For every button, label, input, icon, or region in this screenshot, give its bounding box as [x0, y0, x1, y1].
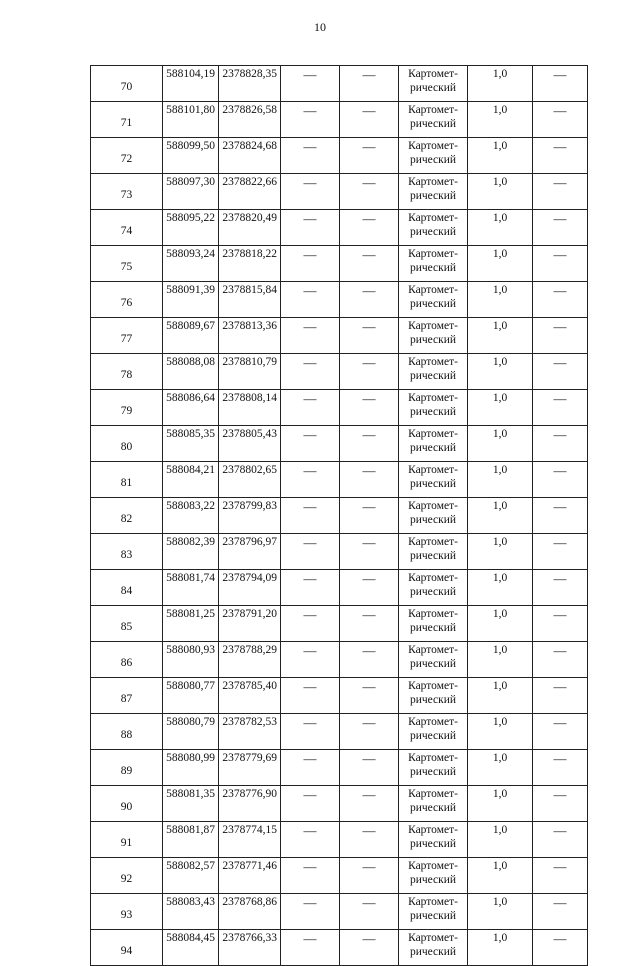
method-cell: [399, 66, 468, 102]
empty-value-cell: —: [281, 210, 340, 246]
table-row: [91, 246, 588, 282]
empty-value-cell: —: [281, 462, 340, 498]
y-coordinate-cell: 2378779,69: [219, 750, 281, 786]
method-line-1: Картомет-: [408, 752, 458, 764]
x-coordinate-cell: 588081,25: [163, 606, 219, 642]
method-line-1: Картомет-: [408, 428, 458, 440]
accuracy-cell: 1,0: [468, 606, 533, 642]
method-cell: [399, 858, 468, 894]
accuracy-cell: 1,0: [468, 66, 533, 102]
method-line-2: рический: [409, 550, 457, 562]
table-row: [91, 462, 588, 498]
empty-value-cell: —: [340, 786, 399, 822]
method-line-1: Картомет-: [408, 248, 458, 260]
empty-value-cell: —: [533, 534, 588, 570]
method-line-1: Картомет-: [408, 500, 458, 512]
empty-value-cell: —: [533, 750, 588, 786]
empty-value-cell: —: [533, 894, 588, 930]
empty-value-cell: —: [533, 210, 588, 246]
table-row: [91, 678, 588, 714]
method-line-2: рический: [409, 226, 457, 238]
method-line-1: Картомет-: [408, 392, 458, 404]
empty-value-cell: —: [533, 66, 588, 102]
accuracy-cell: 1,0: [468, 498, 533, 534]
empty-value-cell: —: [340, 678, 399, 714]
empty-value-cell: —: [533, 354, 588, 390]
empty-value-cell: —: [340, 462, 399, 498]
method-line-1: Картомет-: [408, 176, 458, 188]
table-row: [91, 606, 588, 642]
accuracy-cell: 1,0: [468, 426, 533, 462]
method-cell: [399, 642, 468, 678]
table-row: [91, 858, 588, 894]
method-cell: [399, 210, 468, 246]
accuracy-cell: 1,0: [468, 210, 533, 246]
empty-value-cell: —: [340, 318, 399, 354]
y-coordinate-cell: 2378788,29: [219, 642, 281, 678]
x-coordinate-cell: 588104,19: [163, 66, 219, 102]
x-coordinate-cell: 588083,22: [163, 498, 219, 534]
point-number-cell: 88: [91, 714, 163, 750]
empty-value-cell: —: [281, 498, 340, 534]
method-line-1: Картомет-: [408, 680, 458, 692]
table-row: [91, 822, 588, 858]
empty-value-cell: —: [340, 498, 399, 534]
y-coordinate-cell: 2378826,58: [219, 102, 281, 138]
method-line-1: Картомет-: [408, 284, 458, 296]
method-cell: [399, 462, 468, 498]
point-number-cell: 72: [91, 138, 163, 174]
empty-value-cell: —: [533, 642, 588, 678]
empty-value-cell: —: [340, 858, 399, 894]
accuracy-cell: 1,0: [468, 570, 533, 606]
empty-value-cell: —: [340, 102, 399, 138]
method-line-1: Картомет-: [408, 932, 458, 944]
x-coordinate-cell: 588101,80: [163, 102, 219, 138]
y-coordinate-cell: 2378805,43: [219, 426, 281, 462]
y-coordinate-cell: 2378824,68: [219, 138, 281, 174]
point-number-cell: 87: [91, 678, 163, 714]
empty-value-cell: —: [281, 390, 340, 426]
y-coordinate-cell: 2378820,49: [219, 210, 281, 246]
empty-value-cell: —: [340, 894, 399, 930]
table-row: [91, 642, 588, 678]
accuracy-cell: 1,0: [468, 894, 533, 930]
empty-value-cell: —: [281, 570, 340, 606]
empty-value-cell: —: [340, 354, 399, 390]
table-row: [91, 426, 588, 462]
x-coordinate-cell: 588080,93: [163, 642, 219, 678]
table-row: [91, 714, 588, 750]
empty-value-cell: —: [533, 174, 588, 210]
point-number-cell: 90: [91, 786, 163, 822]
point-number-cell: 84: [91, 570, 163, 606]
empty-value-cell: —: [340, 930, 399, 966]
method-line-1: Картомет-: [408, 320, 458, 332]
table-row: [91, 138, 588, 174]
x-coordinate-cell: 588089,67: [163, 318, 219, 354]
method-line-2: рический: [409, 154, 457, 166]
point-number-cell: 74: [91, 210, 163, 246]
empty-value-cell: —: [533, 426, 588, 462]
method-line-1: Картомет-: [408, 896, 458, 908]
y-coordinate-cell: 2378771,46: [219, 858, 281, 894]
table-row: [91, 750, 588, 786]
empty-value-cell: —: [281, 822, 340, 858]
y-coordinate-cell: 2378794,09: [219, 570, 281, 606]
method-line-1: Картомет-: [408, 608, 458, 620]
table-row: [91, 354, 588, 390]
x-coordinate-cell: 588082,39: [163, 534, 219, 570]
point-number-cell: 70: [91, 66, 163, 102]
x-coordinate-cell: 588080,77: [163, 678, 219, 714]
method-line-1: Картомет-: [408, 356, 458, 368]
empty-value-cell: —: [281, 786, 340, 822]
x-coordinate-cell: 588081,35: [163, 786, 219, 822]
point-number-cell: 93: [91, 894, 163, 930]
empty-value-cell: —: [340, 822, 399, 858]
method-line-2: рический: [409, 442, 457, 454]
empty-value-cell: —: [533, 462, 588, 498]
empty-value-cell: —: [340, 426, 399, 462]
empty-value-cell: —: [281, 246, 340, 282]
method-line-2: рический: [409, 118, 457, 130]
point-number-cell: 71: [91, 102, 163, 138]
empty-value-cell: —: [340, 210, 399, 246]
x-coordinate-cell: 588080,79: [163, 714, 219, 750]
x-coordinate-cell: 588084,45: [163, 930, 219, 966]
x-coordinate-cell: 588088,08: [163, 354, 219, 390]
empty-value-cell: —: [533, 318, 588, 354]
point-number-cell: 76: [91, 282, 163, 318]
table-row: [91, 210, 588, 246]
empty-value-cell: —: [281, 930, 340, 966]
empty-value-cell: —: [533, 246, 588, 282]
y-coordinate-cell: 2378808,14: [219, 390, 281, 426]
method-line-2: рический: [409, 694, 457, 706]
method-cell: [399, 786, 468, 822]
y-coordinate-cell: 2378810,79: [219, 354, 281, 390]
method-line-2: рический: [409, 658, 457, 670]
method-line-2: рический: [409, 406, 457, 418]
accuracy-cell: 1,0: [468, 462, 533, 498]
accuracy-cell: 1,0: [468, 678, 533, 714]
method-cell: [399, 138, 468, 174]
method-line-1: Картомет-: [408, 140, 458, 152]
table-row: [91, 66, 588, 102]
method-cell: [399, 102, 468, 138]
point-number-cell: 77: [91, 318, 163, 354]
empty-value-cell: —: [281, 750, 340, 786]
y-coordinate-cell: 2378796,97: [219, 534, 281, 570]
y-coordinate-cell: 2378768,86: [219, 894, 281, 930]
method-line-1: Картомет-: [408, 788, 458, 800]
empty-value-cell: —: [281, 894, 340, 930]
table-row: [91, 534, 588, 570]
accuracy-cell: 1,0: [468, 534, 533, 570]
method-line-2: рический: [409, 334, 457, 346]
empty-value-cell: —: [340, 750, 399, 786]
empty-value-cell: —: [533, 678, 588, 714]
accuracy-cell: 1,0: [468, 282, 533, 318]
point-number-cell: 86: [91, 642, 163, 678]
method-line-2: рический: [409, 82, 457, 94]
method-line-2: рический: [409, 946, 457, 958]
empty-value-cell: —: [340, 174, 399, 210]
method-line-2: рический: [409, 622, 457, 634]
table-row: [91, 498, 588, 534]
empty-value-cell: —: [340, 642, 399, 678]
empty-value-cell: —: [533, 138, 588, 174]
method-cell: [399, 426, 468, 462]
point-number-cell: 83: [91, 534, 163, 570]
x-coordinate-cell: 588091,39: [163, 282, 219, 318]
method-cell: [399, 606, 468, 642]
point-number-cell: 78: [91, 354, 163, 390]
method-cell: [399, 174, 468, 210]
method-line-1: Картомет-: [408, 716, 458, 728]
y-coordinate-cell: 2378774,15: [219, 822, 281, 858]
method-line-2: рический: [409, 514, 457, 526]
method-line-1: Картомет-: [408, 68, 458, 80]
method-cell: [399, 930, 468, 966]
x-coordinate-cell: 588084,21: [163, 462, 219, 498]
empty-value-cell: —: [281, 606, 340, 642]
empty-value-cell: —: [281, 858, 340, 894]
table-row: [91, 786, 588, 822]
method-cell: [399, 570, 468, 606]
method-cell: [399, 498, 468, 534]
table-row: [91, 282, 588, 318]
method-cell: [399, 894, 468, 930]
empty-value-cell: —: [340, 714, 399, 750]
accuracy-cell: 1,0: [468, 822, 533, 858]
x-coordinate-cell: 588083,43: [163, 894, 219, 930]
x-coordinate-cell: 588086,64: [163, 390, 219, 426]
table-row: [91, 570, 588, 606]
empty-value-cell: —: [281, 642, 340, 678]
method-cell: [399, 534, 468, 570]
empty-value-cell: —: [340, 282, 399, 318]
point-number-cell: 89: [91, 750, 163, 786]
empty-value-cell: —: [533, 930, 588, 966]
method-line-1: Картомет-: [408, 212, 458, 224]
y-coordinate-cell: 2378766,33: [219, 930, 281, 966]
table-row: [91, 390, 588, 426]
empty-value-cell: —: [533, 282, 588, 318]
empty-value-cell: —: [281, 678, 340, 714]
method-line-1: Картомет-: [408, 644, 458, 656]
method-line-2: рический: [409, 298, 457, 310]
method-cell: [399, 678, 468, 714]
method-line-2: рический: [409, 766, 457, 778]
empty-value-cell: —: [340, 570, 399, 606]
table-row: [91, 318, 588, 354]
method-cell: [399, 714, 468, 750]
accuracy-cell: 1,0: [468, 714, 533, 750]
empty-value-cell: —: [533, 570, 588, 606]
y-coordinate-cell: 2378822,66: [219, 174, 281, 210]
method-cell: [399, 246, 468, 282]
empty-value-cell: —: [533, 498, 588, 534]
accuracy-cell: 1,0: [468, 642, 533, 678]
point-number-cell: 81: [91, 462, 163, 498]
x-coordinate-cell: 588081,74: [163, 570, 219, 606]
empty-value-cell: —: [281, 534, 340, 570]
empty-value-cell: —: [340, 534, 399, 570]
point-number-cell: 75: [91, 246, 163, 282]
table-body: [91, 66, 588, 966]
method-line-1: Картомет-: [408, 572, 458, 584]
x-coordinate-cell: 588095,22: [163, 210, 219, 246]
method-line-2: рический: [409, 262, 457, 274]
accuracy-cell: 1,0: [468, 750, 533, 786]
method-line-2: рический: [409, 802, 457, 814]
method-line-2: рический: [409, 838, 457, 850]
x-coordinate-cell: 588082,57: [163, 858, 219, 894]
empty-value-cell: —: [281, 714, 340, 750]
method-line-2: рический: [409, 730, 457, 742]
page-number: 10: [314, 20, 326, 34]
accuracy-cell: 1,0: [468, 138, 533, 174]
empty-value-cell: —: [281, 66, 340, 102]
method-cell: [399, 318, 468, 354]
method-line-2: рический: [409, 910, 457, 922]
method-line-2: рический: [409, 190, 457, 202]
empty-value-cell: —: [340, 138, 399, 174]
method-line-2: рический: [409, 586, 457, 598]
y-coordinate-cell: 2378818,22: [219, 246, 281, 282]
x-coordinate-cell: 588093,24: [163, 246, 219, 282]
empty-value-cell: —: [281, 138, 340, 174]
point-number-cell: 85: [91, 606, 163, 642]
x-coordinate-cell: 588085,35: [163, 426, 219, 462]
method-line-1: Картомет-: [408, 104, 458, 116]
empty-value-cell: —: [533, 714, 588, 750]
method-line-1: Картомет-: [408, 824, 458, 836]
table-row: [91, 894, 588, 930]
accuracy-cell: 1,0: [468, 786, 533, 822]
y-coordinate-cell: 2378813,36: [219, 318, 281, 354]
table-row: [91, 930, 588, 966]
accuracy-cell: 1,0: [468, 858, 533, 894]
point-number-cell: 73: [91, 174, 163, 210]
y-coordinate-cell: 2378785,40: [219, 678, 281, 714]
empty-value-cell: —: [533, 822, 588, 858]
x-coordinate-cell: 588081,87: [163, 822, 219, 858]
point-number-cell: 79: [91, 390, 163, 426]
y-coordinate-cell: 2378802,65: [219, 462, 281, 498]
x-coordinate-cell: 588080,99: [163, 750, 219, 786]
empty-value-cell: —: [281, 102, 340, 138]
y-coordinate-cell: 2378782,53: [219, 714, 281, 750]
method-cell: [399, 822, 468, 858]
method-line-1: Картомет-: [408, 464, 458, 476]
empty-value-cell: —: [281, 282, 340, 318]
y-coordinate-cell: 2378791,20: [219, 606, 281, 642]
method-cell: [399, 750, 468, 786]
y-coordinate-cell: 2378776,90: [219, 786, 281, 822]
empty-value-cell: —: [281, 318, 340, 354]
empty-value-cell: —: [281, 174, 340, 210]
method-cell: [399, 282, 468, 318]
y-coordinate-cell: 2378815,84: [219, 282, 281, 318]
empty-value-cell: —: [533, 390, 588, 426]
method-line-2: рический: [409, 478, 457, 490]
method-line-1: Картомет-: [408, 536, 458, 548]
y-coordinate-cell: 2378828,35: [219, 66, 281, 102]
empty-value-cell: —: [340, 246, 399, 282]
accuracy-cell: 1,0: [468, 930, 533, 966]
point-number-cell: 80: [91, 426, 163, 462]
empty-value-cell: —: [533, 786, 588, 822]
empty-value-cell: —: [340, 390, 399, 426]
empty-value-cell: —: [533, 606, 588, 642]
accuracy-cell: 1,0: [468, 102, 533, 138]
x-coordinate-cell: 588097,30: [163, 174, 219, 210]
empty-value-cell: —: [533, 102, 588, 138]
empty-value-cell: —: [340, 66, 399, 102]
point-number-cell: 92: [91, 858, 163, 894]
accuracy-cell: 1,0: [468, 246, 533, 282]
method-cell: [399, 390, 468, 426]
point-number-cell: 94: [91, 930, 163, 966]
x-coordinate-cell: 588099,50: [163, 138, 219, 174]
empty-value-cell: —: [340, 606, 399, 642]
point-number-cell: 91: [91, 822, 163, 858]
y-coordinate-cell: 2378799,83: [219, 498, 281, 534]
coordinates-table: [90, 65, 588, 966]
accuracy-cell: 1,0: [468, 174, 533, 210]
empty-value-cell: —: [281, 354, 340, 390]
accuracy-cell: 1,0: [468, 390, 533, 426]
table-row: [91, 102, 588, 138]
method-line-2: рический: [409, 874, 457, 886]
empty-value-cell: —: [533, 858, 588, 894]
method-line-2: рический: [409, 370, 457, 382]
method-cell: [399, 354, 468, 390]
accuracy-cell: 1,0: [468, 354, 533, 390]
point-number-cell: 82: [91, 498, 163, 534]
method-line-1: Картомет-: [408, 860, 458, 872]
accuracy-cell: 1,0: [468, 318, 533, 354]
empty-value-cell: —: [281, 426, 340, 462]
table-row: [91, 174, 588, 210]
